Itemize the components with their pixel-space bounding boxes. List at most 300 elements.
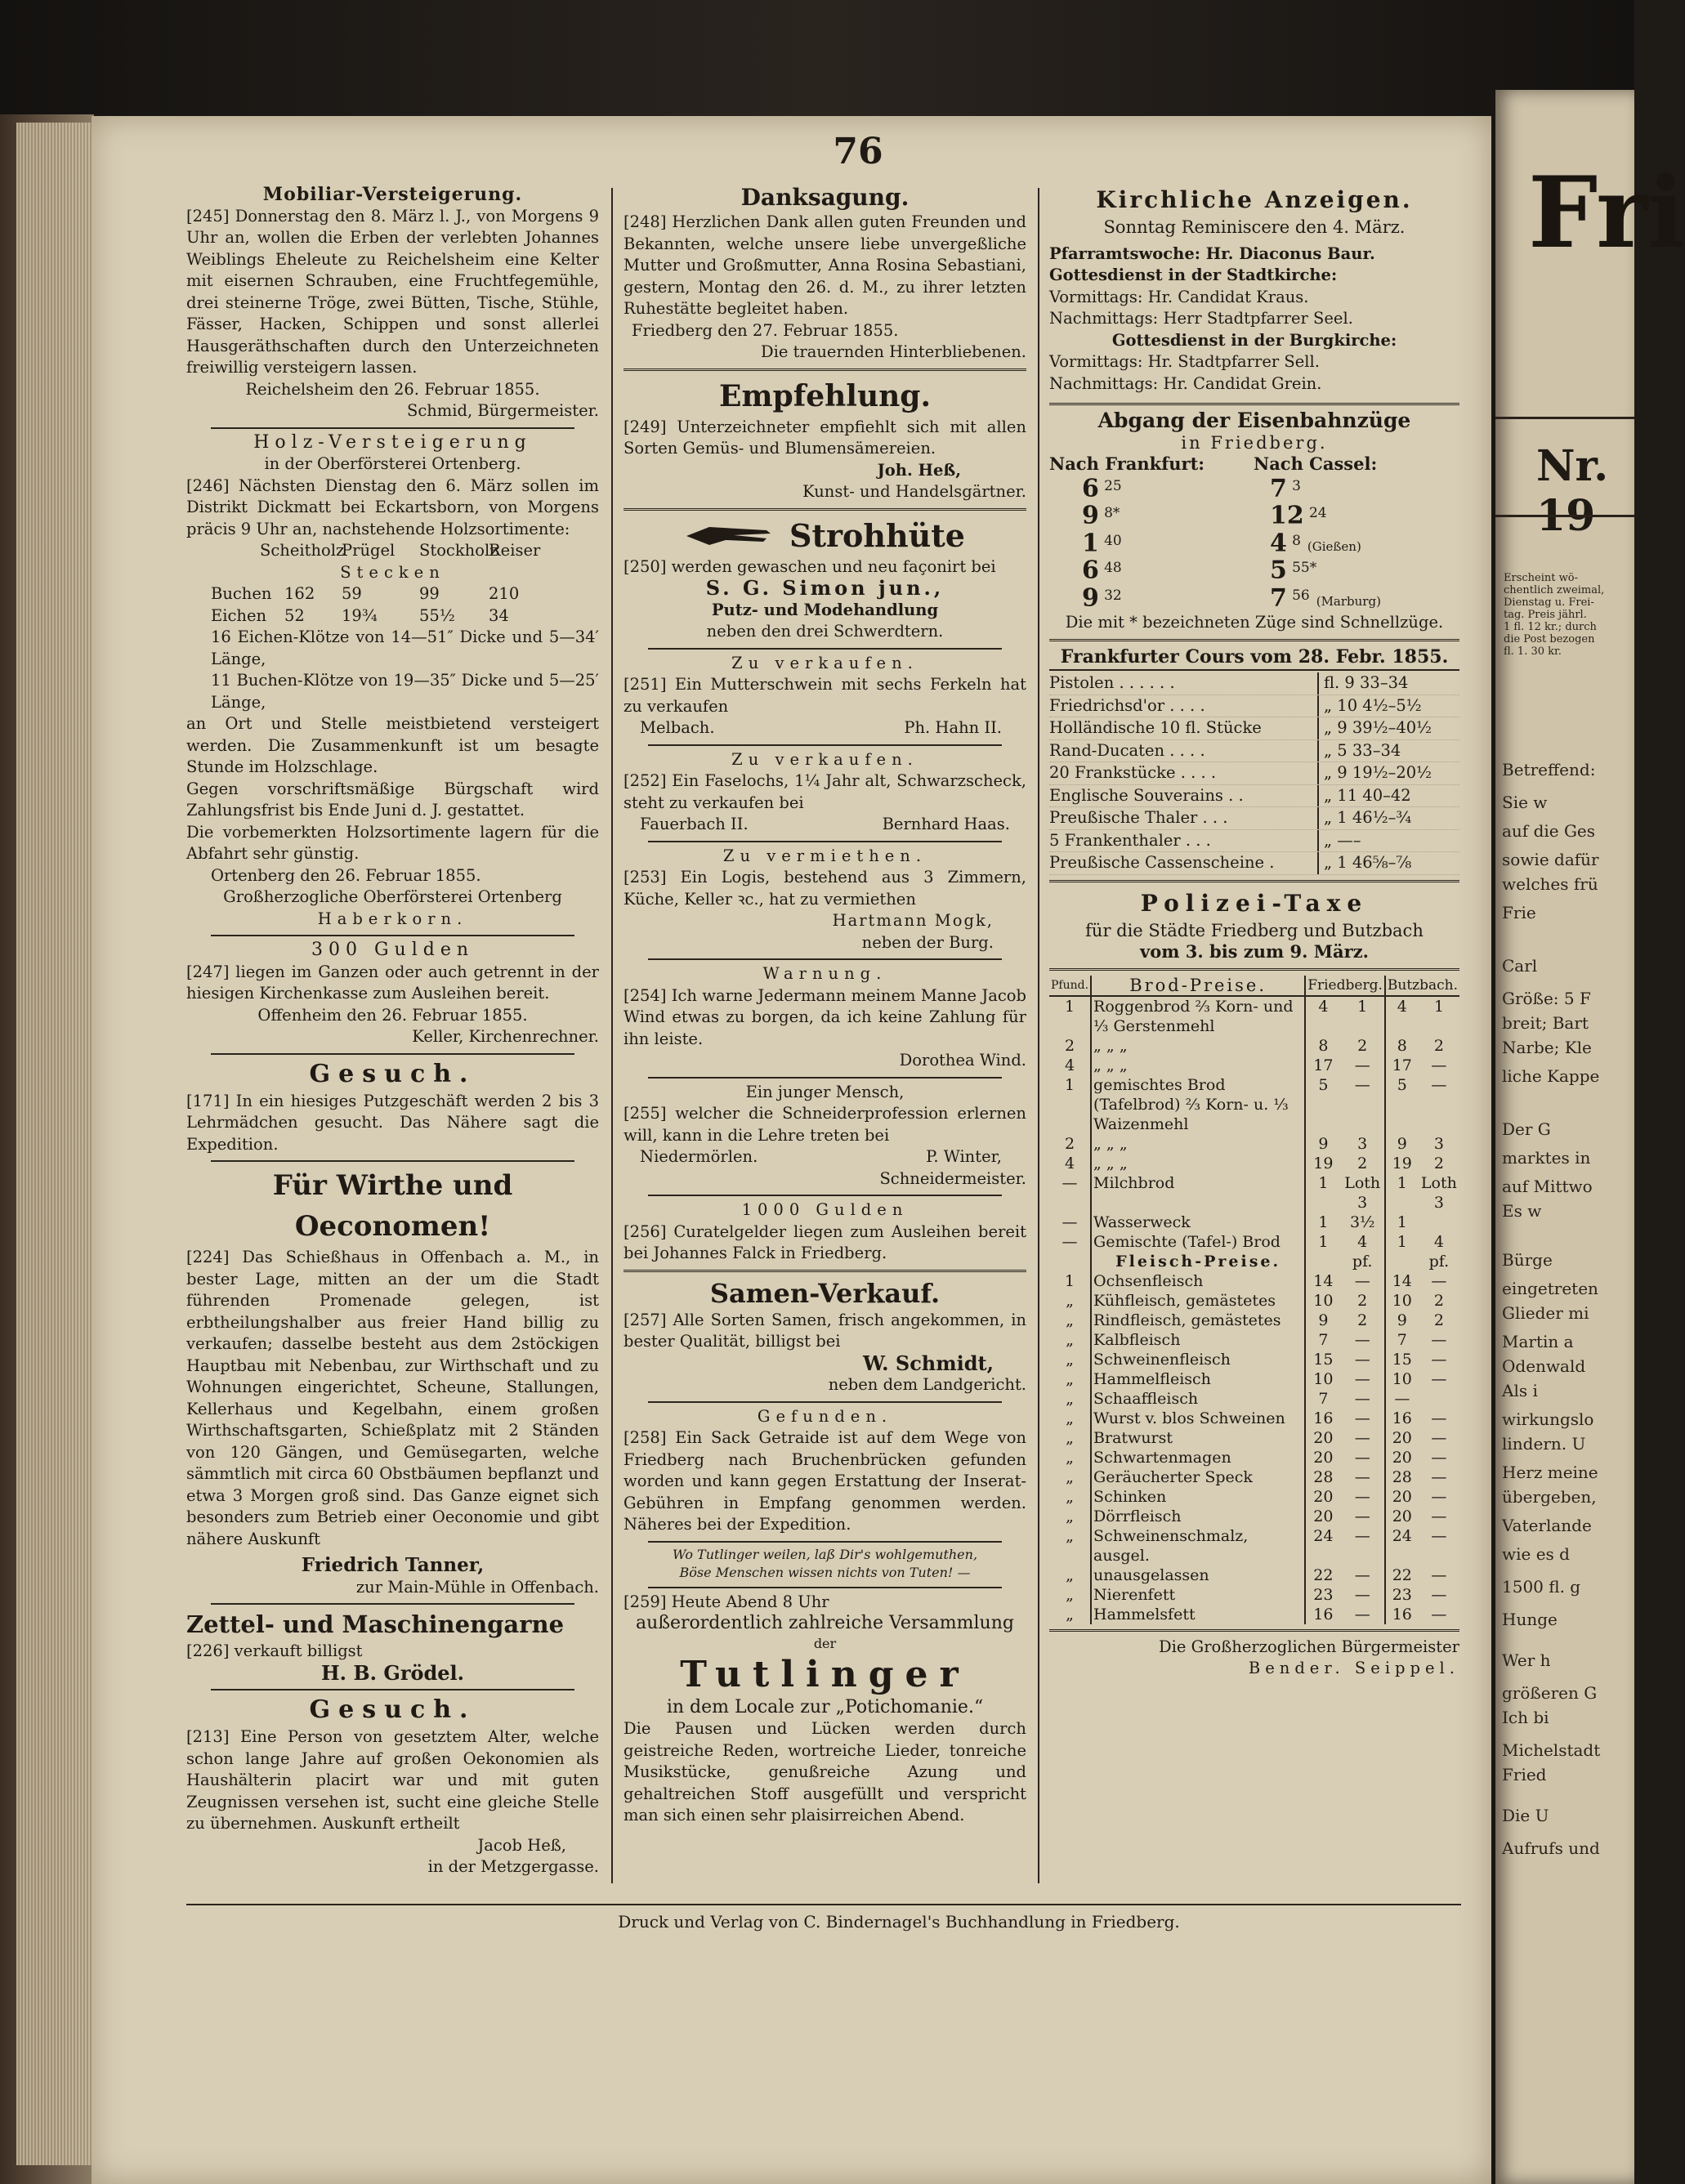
g1000-text: [256] Curatelgelder liegen zum Ausleihen bereit bei Johannes Falck in Friedberg. [623,1222,1026,1262]
tax-butzbach-kr: 4 [1397,997,1407,1016]
column-2 [623,184,1026,1827]
tax-friedberg-pf: 1 [1341,996,1385,1036]
tax-friedberg-pf: 2 [1341,1311,1385,1330]
tax-friedberg-kr: 15 [1313,1350,1334,1369]
facing-line: Dienstag u. Frei- [1504,596,1594,609]
tax-friedberg-pf: — [1341,1565,1385,1585]
facing-line: Betreffend: [1502,760,1596,779]
tax-quantity: „ [1049,1330,1091,1350]
tax-butzbach-kr: 9 [1397,1311,1407,1329]
vermiethen-heading: Zu vermiethen. [722,846,927,865]
empfehlung-text: [249] Unterzeichneter empfiehlt sich mit allen Sorten Gemüs- und Blumensämereien. [623,417,1026,458]
tax-quantity: 4 [1049,1154,1091,1173]
bahn-minute: 32 [1104,587,1122,604]
tax-item: Roggenbrod ⅔ Korn- und ⅓ Gerstenmehl [1091,996,1305,1036]
empfehlung-heading: Empfehlung. [719,378,931,413]
divider [1049,1629,1459,1632]
polizei-date: vom 3. bis zum 9. März. [1140,941,1369,962]
facing-line: Größe: 5 F [1502,989,1591,1008]
tax-item: Wasserweck [1091,1213,1305,1232]
g1000-heading: 1000 Gulden [741,1200,909,1219]
empfehlung-occupation: Kunst- und Handelsgärtner. [802,482,1026,501]
tax-friedberg-kr: 28 [1313,1467,1334,1486]
stroh-address: neben den drei Schwerdtern. [706,622,944,641]
bahn-minute: 8* [1104,505,1120,521]
tax-row [1049,1389,1459,1409]
bahn-note: Die mit * bezeichneten Züge sind Schnellzüge. [1065,613,1444,632]
holz-head: Scheitholz [260,541,345,560]
bahn-subheading: in Friedberg. [1181,432,1328,453]
tax-butzbach-kr: 10 [1392,1291,1412,1310]
bahn-frankfurt-time [1049,557,1254,585]
samen-address: neben dem Landgericht. [828,1375,1026,1394]
tax-item: „ „ „ [1091,1134,1305,1154]
tax-friedberg-kr: 17 [1313,1056,1334,1074]
cours-row [1049,762,1459,785]
holz-subheading: in der Oberförsterei Ortenberg. [264,454,521,473]
gesuch-text: [213] Eine Person von gesetztem Alter, welche schon lange Jahre auf großen Oekonomien als Haushälterin placirt war und mit guten Zeugnissen versehen ist, sucht eine gleiche Stelle zu übernehmen. Auskunft ertheilt [186,1727,599,1833]
holz-date: Ortenberg den 26. Februar 1855. [211,865,481,885]
tutlinger-intro: [259] Heute Abend 8 Uhr [623,1592,829,1611]
samen-heading: Samen-Verkauf. [709,1277,941,1309]
cours-rate: „ 1 46⅝–⅞ [1324,853,1412,872]
garne-text: [226] verkauft billigst [186,1641,363,1660]
gesuch-text: [171] In ein hiesiges Putzgeschäft werden 2 bis 3 Lehrmädchen gesucht. Das Nähere sagt die Expedition. [186,1091,599,1154]
gesuch-heading: Gesuch. [309,1059,476,1088]
tax-quantity [1049,1252,1091,1271]
footer-imprint: Druck und Verlag von C. Bindernagel's Buchhandlung in Friedberg. [618,1912,1180,1932]
tax-butzbach-pf: 2 [1433,1291,1444,1310]
bahn-minute: 56 [1292,587,1310,604]
tax-row [1049,1487,1459,1507]
tax-butzbach-pf: — [1431,1075,1447,1094]
tax-signature-names: Bender. Seippel. [1248,1659,1459,1677]
empfehlung-signature: Joh. Heß, [877,460,961,480]
mensch-text: [255] welcher die Schneiderprofession erlernen will, kann in die Lehre treten bei [623,1104,1026,1145]
divider [623,1270,1026,1272]
garne-signature: H. B. Grödel. [320,1660,465,1685]
facing-line: tag. Preis jährl. [1504,609,1587,621]
bahn-frankfurt-label: Nach Frankfurt: [1049,453,1205,474]
footer-rule [186,1904,1461,1905]
tax-butzbach-kr: 1 [1397,1232,1407,1251]
facing-rule [1495,417,1634,419]
tax-friedberg-kr: 4 [1318,997,1329,1016]
tax-butzbach-kr: 16 [1392,1605,1412,1623]
verkauf-heading: Zu verkaufen. [731,653,918,672]
bahn-row [1049,476,1459,503]
page-edges [16,123,94,2165]
holz-cell: Eichen [211,605,267,625]
verkauf-signature-row [623,717,1026,739]
tax-row [1049,1154,1459,1173]
tax-butzbach-pf: 2 [1433,1154,1444,1172]
tax-item: Hammelsfett [1091,1605,1305,1624]
tax-item: gemischtes Brod (Tafelbrod) ⅔ Korn- u. ⅓ Waizenmehl [1091,1075,1305,1134]
vermiethen-signature: Hartmann Mogk, [832,911,994,930]
tax-friedberg-pf: — [1341,1271,1385,1291]
facing-line: Sie w [1502,793,1548,812]
mensch-signature-row [623,1146,1026,1168]
tax-row [1049,996,1459,1036]
gulden-heading: 300 Gulden [311,940,475,960]
gefunden-text: [258] Ein Sack Getraide ist auf dem Wege von Friedberg nach Bruchenbrücken gefunden worden und kann gegen Erstattung der Inserat-Gebühren in Empfang genommen werden. Näheres bei der Expedition. [623,1428,1026,1534]
tax-row [1049,1213,1459,1232]
divider [1049,403,1459,405]
divider [648,1587,1002,1588]
mobiliar-text: [245] Donnerstag den 8. März l. J., von Morgens 9 Uhr an, wollen die Erben der verlebten Johannes Weiblings Eheleute zu Reichelsheim eine Kelter mit eisernen Schrauben, eine Fruchtfegemühle, drei steinerne Tröge, zwei Bütten, Tische, Stühle, Fässer, Hacken, Schippen und sonst allerlei Hausgeräthschaften durch den Unterzeichneten freiwillig versteigern lassen. [186,206,599,377]
tax-butzbach-kr: 1 [1397,1213,1407,1231]
dank-heading: Danksagung. [740,184,910,211]
tax-butzbach-pf: — [1431,1605,1447,1623]
tax-row [1049,1448,1459,1467]
facing-line: Die U [1502,1806,1549,1825]
cours-row [1049,672,1459,695]
tax-friedberg-kr: 8 [1318,1036,1329,1055]
gesuch-address: in der Metzgergasse. [427,1857,599,1876]
tax-quantity: „ [1049,1487,1091,1507]
tax-friedberg-kr: 1 [1318,1232,1329,1251]
tax-butzbach-pf: — [1431,1409,1447,1427]
bahn-cassel-time [1254,476,1458,503]
tax-butzbach-kr: — [1394,1389,1410,1408]
tax-item: Bratwurst [1091,1428,1305,1448]
tax-row [1049,1467,1459,1487]
verkauf-signature: Bernhard Haas. [882,815,1010,833]
tax-quantity: „ [1049,1428,1091,1448]
cours-rate: fl. 9 33–34 [1324,673,1409,692]
tax-friedberg-kr: 20 [1313,1487,1334,1506]
tax-quantity: „ [1049,1585,1091,1605]
holz-signature-name: Haberkorn. [317,909,468,928]
cours-row [1049,785,1459,808]
verkauf-text: [252] Ein Faselochs, 1¼ Jahr alt, Schwarzscheck, steht zu verkaufen bei [623,771,1026,812]
facing-line: Es w [1502,1201,1542,1221]
bahn-minute: 24 [1308,505,1327,521]
bahn-frankfurt-time [1049,585,1254,613]
facing-line: Der G [1502,1119,1551,1139]
holz-text: [246] Nächsten Dienstag den 6. März sollen im Distrikt Dickmatt bei Eckartsborn, von Morgens präcis 9 Uhr an, nachstehende Holzsortimente: [186,476,599,538]
polizei-subheading: für die Städte Friedberg und Butzbach [1085,920,1424,940]
cours-rate: „ 11 40–42 [1324,785,1411,805]
tax-butzbach-pf: — [1431,1271,1447,1290]
tax-item: Nierenfett [1091,1585,1305,1605]
tax-row [1049,1565,1459,1585]
dank-date: Friedberg den 27. Februar 1855. [632,320,899,340]
holz-table-head [211,540,599,562]
tax-butzbach-kr: 15 [1392,1350,1412,1369]
warnung-text: [254] Ich warne Jedermann meinem Manne Jacob Wind etwas zu borgen, da ich keine Zahlung für ihn leiste. [623,985,1026,1048]
tax-friedberg-pf: — [1341,1056,1385,1075]
bahn-hour: 6 [1082,556,1099,585]
facing-line: Vaterlande [1502,1516,1592,1535]
holz-cell: 210 [489,584,520,603]
tax-butzbach-kr: 14 [1392,1271,1412,1290]
divider [211,1160,574,1162]
tax-friedberg-pf: — [1341,1448,1385,1467]
tax-butzbach-pf: — [1431,1448,1447,1467]
facing-line: Bürge [1502,1250,1553,1270]
tax-quantity: „ [1049,1350,1091,1369]
facing-line: Hunge [1502,1610,1558,1629]
bahn-timetable [1049,476,1459,613]
tax-item: Schwartenmagen [1091,1448,1305,1467]
tax-butzbach-kr: 7 [1397,1330,1407,1349]
bahn-minute: 40 [1104,532,1122,549]
bahn-hour: 6 [1082,474,1099,502]
facing-line: Aufrufs und [1502,1838,1600,1858]
mobiliar-signature: Schmid, Bürgermeister. [406,401,599,420]
bahn-hour: 12 [1270,501,1304,530]
tax-friedberg-pf: 2 [1341,1036,1385,1056]
facing-line: eingetreten [1502,1279,1598,1298]
tax-butzbach-pf: — [1431,1350,1447,1369]
tax-quantity: „ [1049,1389,1091,1409]
facing-line: Wer h [1502,1650,1551,1670]
tax-header-row [1049,976,1459,996]
tax-friedberg-kr: 7 [1318,1330,1329,1349]
tutlinger-line: außerordentlich zahlreiche Versammlung [636,1613,1014,1633]
bahn-row [1049,585,1459,613]
tax-butzbach-pf: — [1431,1330,1447,1349]
verkauf-signature-row [623,814,1026,836]
bahn-frankfurt-time [1049,476,1254,503]
tax-friedberg-pf: — [1341,1585,1385,1605]
tax-item: Rindfleisch, gemästetes [1091,1311,1305,1330]
tax-head-friedberg: Friedberg. [1305,976,1385,996]
column-rule [611,188,613,1883]
tax-friedberg-pf: Loth 3 [1341,1173,1385,1213]
kirch-line: Gottesdienst in der Stadtkirche: [1049,266,1338,284]
tax-butzbach-pf: pf. [1428,1252,1450,1271]
holz-heading: Holz-Versteigerung [253,431,532,453]
cours-row [1049,830,1459,853]
cours-rate: „ 1 46½–¾ [1324,808,1412,827]
tax-friedberg-pf: — [1341,1487,1385,1507]
bahn-hour: 9 [1082,583,1099,612]
facing-line: marktes in [1502,1148,1591,1168]
tax-butzbach-kr: 9 [1397,1134,1407,1153]
tax-friedberg-kr: 20 [1313,1448,1334,1467]
tax-head-butzbach: Butzbach. [1385,976,1459,996]
tax-row [1049,1252,1459,1271]
tax-friedberg-kr: 1 [1318,1173,1329,1192]
cours-currency: Preußische Thaler . . . [1049,807,1319,829]
facing-line: wirkungslo [1502,1409,1594,1429]
holz-text: an Ort und Stelle meistbietend versteigert werden. Die Zusammenkunft ist um besagte Stunde im Holzschlage. [186,714,599,776]
tax-item: „ „ „ [1091,1154,1305,1173]
tax-butzbach-kr: 16 [1392,1409,1412,1427]
divider [648,841,1002,842]
tax-quantity: 2 [1049,1134,1091,1154]
tax-quantity: „ [1049,1605,1091,1624]
tax-signature: Die Großherzoglichen Bürgermeister [1159,1637,1459,1656]
tax-table [1049,976,1459,1624]
mobiliar-date: Reichelsheim den 26. Februar 1855. [245,379,540,399]
facing-line: auf die Ges [1502,821,1596,841]
divider [1049,669,1459,671]
tax-butzbach-kr: 1 [1397,1173,1407,1192]
tax-row [1049,1291,1459,1311]
tax-quantity: „ [1049,1526,1091,1565]
bahn-hour: 9 [1082,501,1099,530]
kirch-heading: Kirchliche Anzeigen. [1096,186,1413,213]
samen-signature: W. Schmidt, [862,1351,994,1375]
facing-line: die Post bezogen [1504,633,1595,645]
tax-butzbach-kr: 20 [1392,1487,1412,1506]
tax-butzbach-kr: 19 [1392,1154,1412,1172]
tax-friedberg-kr: 20 [1313,1428,1334,1447]
holz-cell: Buchen [211,584,272,603]
bahn-heading: Abgang der Eisenbahnzüge [1097,409,1411,432]
tax-friedberg-kr: 14 [1313,1271,1334,1290]
tax-item: „ „ „ [1091,1056,1305,1075]
cours-row [1049,695,1459,718]
garne-heading: Zettel- und Maschinengarne [186,1610,565,1638]
tax-friedberg-pf: — [1341,1428,1385,1448]
tax-friedberg-pf: 2 [1341,1154,1385,1173]
tax-item: Schweinenfleisch [1091,1350,1305,1369]
gesuch-signature: Jacob Heß, [477,1835,566,1855]
tax-row [1049,1409,1459,1428]
tax-friedberg-kr: 9 [1318,1311,1329,1329]
facing-page [1495,90,1685,2184]
tax-row [1049,1075,1459,1134]
bahn-hour: 4 [1270,529,1287,557]
tax-item: „ „ „ [1091,1036,1305,1056]
tax-head-pfund: Pfund. [1049,976,1091,996]
facing-line: Herz meine [1502,1463,1598,1482]
tax-friedberg-kr: 20 [1313,1507,1334,1525]
tax-row [1049,1350,1459,1369]
tutlinger-heading: Tutlinger [680,1653,970,1695]
tax-friedberg-kr: 19 [1313,1154,1334,1172]
gefunden-heading: Gefunden. [757,1406,893,1426]
tax-row [1049,1173,1459,1213]
bahn-cassel-time [1254,502,1458,530]
tax-butzbach-kr: 17 [1392,1056,1412,1074]
holz-head: Stockholz [419,541,498,560]
cours-row [1049,807,1459,830]
cours-currency: Pistolen . . . . . . [1049,672,1319,695]
tutlinger-text: Die Pausen und Lücken werden durch geistreiche Reden, wortreiche Lieder, tonreiche Musikstücke, genußreiche Azung und gehaltreichen Stoff ausgefüllt und verspricht man sich einen sehr plaisirreichen Abend. [623,1719,1026,1824]
tax-row [1049,1311,1459,1330]
tax-row [1049,1271,1459,1291]
kirch-subheading: Sonntag Reminiscere den 4. März. [1103,217,1406,237]
wirthe-text: [224] Das Schießhaus in Offenbach a. M., in bester Lage, mitten an der um die Stadt führenden Promenade gelegen, ist erbtheilungshalber aus freier Hand billig zu verkaufen; dasselbe besteht aus dem 2stöckigen Hauptbau mit Nebenbau, zur Wirthschaft und zu Wohnungen eingerichtet, Scheune, Stallungen, Kellerhaus und Kegelbahn, einem großen Wirthschaftsgarten, Schießplatz mit 2 Ständen von 120 Gängen, und Gemüsegarten, welche sämmtlich mit circa 60 Obstbäumen bepflanzt und etwa 3 Morgen groß sind. Das Ganze eignet sich besonders zum Betrieb einer Oeconomie und gibt nähere Auskunft [186,1248,599,1548]
facing-line: Martin a [1502,1332,1574,1351]
tax-butzbach-pf: 1 [1433,997,1444,1016]
tax-friedberg-kr: 9 [1318,1134,1329,1153]
kirch-line: Nachmittags: Herr Stadtpfarrer Seel. [1049,309,1353,328]
stroh-text: [250] werden gewaschen und neu façonirt bei [623,556,996,576]
tax-item: Kalbfleisch [1091,1330,1305,1350]
divider [648,744,1002,746]
divider [211,1603,574,1605]
divider [1049,639,1459,641]
facing-line: Frie [1502,903,1536,922]
tax-quantity: 1 [1049,996,1091,1036]
bahn-minute: 8 [1292,532,1301,549]
cours-rate: „ 5 33–34 [1324,740,1401,760]
facing-line: welches frü [1502,874,1598,894]
bahn-cassel-time [1254,530,1458,558]
bahn-destination: (Gießen) [1307,539,1361,554]
tax-butzbach-pf: — [1431,1369,1447,1388]
tax-row [1049,1134,1459,1154]
tax-friedberg-pf: — [1341,1389,1385,1409]
mensch-occupation: Schneidermeister. [879,1168,1026,1188]
facing-line: Als i [1502,1381,1538,1400]
tax-item: Wurst v. blos Schweinen [1091,1409,1305,1428]
tax-friedberg-pf: — [1341,1369,1385,1389]
verkauf-heading: Zu verkaufen. [731,749,918,769]
facing-line: übergeben, [1502,1487,1597,1507]
tax-butzbach-pf: — [1431,1507,1447,1525]
column-rule [1038,188,1039,1883]
tax-butzbach-pf: — [1431,1056,1447,1074]
bahn-row [1049,557,1459,585]
cours-currency: Rand-Ducaten . . . . [1049,740,1319,762]
tax-butzbach-pf: — [1431,1467,1447,1486]
tax-quantity: „ [1049,1311,1091,1330]
stroh-business: Putz- und Modehandlung [711,600,939,619]
tax-friedberg-pf: — [1341,1330,1385,1350]
verkauf-place: Fauerbach II. [640,815,749,833]
tax-row [1049,1526,1459,1565]
tax-friedberg-kr: 23 [1313,1585,1334,1604]
dank-signature: Die trauernden Hinterbliebenen. [760,342,1026,361]
cours-currency: Englische Souverains . . [1049,785,1319,807]
tax-item: Ochsenfleisch [1091,1271,1305,1291]
tax-butzbach-kr: 22 [1392,1565,1412,1584]
tax-friedberg-pf: — [1341,1467,1385,1487]
holz-cell: 55½ [419,605,455,625]
bahn-header-row [1049,453,1459,476]
stroh-heading: Strohhüte [789,516,965,554]
divider [648,648,1002,650]
bahn-row [1049,502,1459,530]
wirthe-address: zur Main-Mühle in Offenbach. [355,1577,599,1597]
facing-line: wie es d [1502,1544,1570,1564]
tax-quantity: „ [1049,1467,1091,1487]
tax-quantity: 1 [1049,1271,1091,1291]
column-1 [186,184,599,1878]
tutlinger-der: der [813,1635,837,1651]
gesuch-heading: Gesuch. [309,1695,476,1724]
holz-text: Die vorbemerkten Holzsortimente lagern für die Abfahrt sehr günstig. [186,822,599,863]
tax-butzbach-pf: — [1431,1585,1447,1604]
holz-cell: 19¾ [342,605,378,625]
facing-line: Odenwald [1502,1356,1586,1376]
bahn-row [1049,530,1459,558]
warnung-signature: Dorothea Wind. [899,1051,1026,1070]
tax-quantity: „ [1049,1291,1091,1311]
tax-friedberg-kr: 22 [1313,1565,1334,1584]
divider [211,1689,574,1690]
cours-table [1049,672,1459,875]
facing-issue-number: Nr. 19 [1536,441,1609,541]
tax-butzbach-kr: 23 [1392,1585,1412,1604]
kirch-line: Gottesdienst in der Burgkirche: [1111,330,1397,350]
kirch-line: Vormittags: Hr. Stadtpfarrer Sell. [1049,352,1320,371]
tax-quantity: „ [1049,1507,1091,1526]
bahn-minute: 3 [1292,477,1301,494]
divider [648,1077,1002,1079]
facing-line: Erscheint wö- [1504,572,1578,584]
tax-quantity: — [1049,1173,1091,1213]
tax-item: Schinken [1091,1487,1305,1507]
